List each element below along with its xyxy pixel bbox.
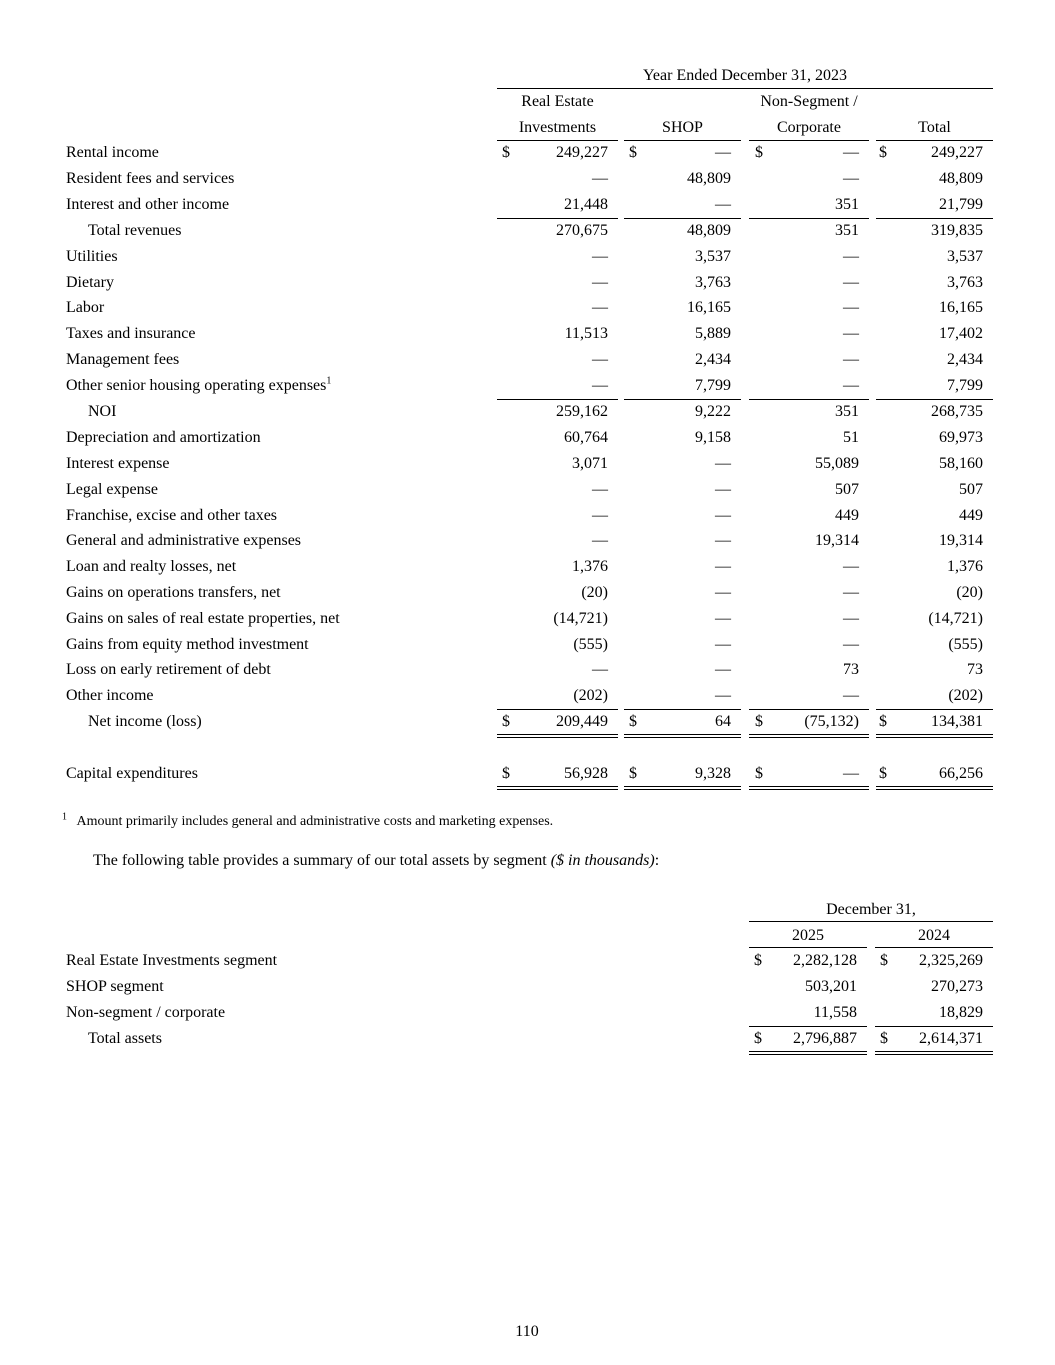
- cell-value: (202): [573, 687, 608, 704]
- cell-value: 209,449: [556, 713, 608, 730]
- total-double-rule: [749, 734, 869, 738]
- cell-value: 3,537: [947, 248, 983, 265]
- cell-value: 249,227: [556, 144, 608, 161]
- row-label-text: Labor: [66, 299, 105, 316]
- total-double-rule: [749, 786, 869, 790]
- subtotal-rule: [624, 218, 741, 219]
- dollar-sign: $: [502, 713, 510, 730]
- cell-value: 21,799: [939, 196, 983, 213]
- col-header-rei-line1: Real Estate: [521, 93, 594, 110]
- cell-value: (14,721): [928, 610, 983, 627]
- dollar-sign: $: [629, 144, 637, 161]
- cell-value: 249,227: [931, 144, 983, 161]
- col-rule: [497, 140, 618, 141]
- dollar-sign: $: [880, 1030, 888, 1047]
- cell-value: —: [715, 661, 731, 678]
- row-label: [66, 298, 104, 318]
- footnote-text: Amount primarily includes general and administrative costs and marketing expenses.: [76, 814, 554, 829]
- row-label: [66, 660, 271, 680]
- assets-col-rule: [749, 947, 867, 948]
- cell-value: —: [715, 144, 731, 161]
- cell-value: —: [715, 687, 731, 704]
- cell-value: 3,537: [695, 248, 731, 265]
- cell-value: 69,973: [939, 429, 983, 446]
- assets-row-label: Non-segment / corporate: [66, 1004, 226, 1021]
- total-double-rule: [497, 786, 618, 790]
- cell-value: —: [843, 558, 859, 575]
- cell-value: —: [843, 377, 859, 394]
- row-label-text: Capital expenditures: [66, 765, 198, 782]
- cell-value: 11,513: [564, 325, 608, 342]
- cell-value: —: [843, 687, 859, 704]
- cell-value: 73: [843, 661, 859, 678]
- assets-cell-value: 2,796,887: [793, 1030, 857, 1047]
- subtotal-rule: [876, 218, 993, 219]
- row-label-text: Loss on early retirement of debt: [66, 661, 271, 678]
- cell-value: —: [592, 661, 608, 678]
- cell-value: —: [592, 507, 608, 524]
- footnote-ref: 1: [326, 375, 332, 387]
- cell-value: 64: [715, 713, 731, 730]
- assets-row-label: Real Estate Investments segment: [66, 952, 278, 969]
- cell-value: 1,376: [947, 558, 983, 575]
- row-label: [66, 324, 196, 344]
- assets-header: December 31,: [826, 901, 916, 918]
- cell-value: (75,132): [804, 713, 859, 730]
- cell-value: —: [715, 481, 731, 498]
- cell-value: —: [843, 610, 859, 627]
- period-header: Year Ended December 31, 2023: [642, 67, 848, 84]
- footnote: [62, 812, 553, 832]
- cell-value: —: [843, 351, 859, 368]
- page-number: 110: [515, 1323, 539, 1340]
- dollar-sign: $: [754, 952, 762, 969]
- cell-value: 19,314: [939, 532, 983, 549]
- row-label: [66, 609, 340, 629]
- cell-value: 3,763: [947, 274, 983, 291]
- assets-header-rule: [749, 921, 993, 922]
- cell-value: —: [592, 274, 608, 291]
- cell-value: 7,799: [695, 377, 731, 394]
- cell-value: —: [715, 532, 731, 549]
- assets-year-2025: 2025: [792, 927, 824, 944]
- row-label: [88, 221, 182, 241]
- cell-value: 134,381: [931, 713, 983, 730]
- assets-cell-value: 2,614,371: [919, 1030, 983, 1047]
- cell-value: 56,928: [564, 765, 608, 782]
- row-label-text: Gains from equity method investment: [66, 636, 309, 653]
- cell-value: 73: [967, 661, 983, 678]
- cell-value: —: [715, 584, 731, 601]
- assets-cell-value: 2,325,269: [919, 952, 983, 969]
- row-label: [66, 428, 261, 448]
- cell-value: 268,735: [931, 403, 983, 420]
- row-label: [66, 480, 158, 500]
- row-label-text: Taxes and insurance: [66, 325, 196, 342]
- row-label: [88, 712, 202, 732]
- cell-value: —: [715, 636, 731, 653]
- row-label-text: Rental income: [66, 144, 159, 161]
- assets-row-label: Total assets: [88, 1030, 162, 1047]
- subtotal-rule: [876, 399, 993, 400]
- dollar-sign: $: [755, 144, 763, 161]
- row-label: [66, 454, 170, 474]
- row-label: [66, 635, 309, 655]
- cell-value: —: [843, 636, 859, 653]
- row-label: [66, 376, 331, 396]
- dollar-sign: $: [879, 713, 887, 730]
- cell-value: 1,376: [572, 558, 608, 575]
- cell-value: —: [715, 558, 731, 575]
- cell-value: —: [592, 299, 608, 316]
- cell-value: (202): [948, 687, 983, 704]
- assets-year-2024: 2024: [918, 927, 950, 944]
- row-label-text: Net income (loss): [88, 713, 202, 730]
- dollar-sign: $: [755, 713, 763, 730]
- cell-value: 9,222: [695, 403, 731, 420]
- col-header-corp-line1: Non-Segment /: [760, 93, 858, 110]
- cell-value: 51: [843, 429, 859, 446]
- assets-col-rule: [875, 947, 993, 948]
- subtotal-rule: [624, 399, 741, 400]
- subtotal-rule: [497, 709, 618, 710]
- col-rule: [624, 140, 741, 141]
- cell-value: —: [715, 196, 731, 213]
- cell-value: —: [843, 325, 859, 342]
- subtotal-rule: [876, 709, 993, 710]
- cell-value: 507: [959, 481, 983, 498]
- row-label: [66, 583, 281, 603]
- col-rule: [749, 140, 869, 141]
- dollar-sign: $: [754, 1030, 762, 1047]
- row-label: [66, 143, 159, 163]
- intro-italic: ($ in thousands): [550, 852, 655, 869]
- dollar-sign: $: [502, 765, 510, 782]
- cell-value: —: [843, 170, 859, 187]
- cell-value: 3,071: [572, 455, 608, 472]
- cell-value: —: [843, 299, 859, 316]
- dollar-sign: $: [755, 765, 763, 782]
- dollar-sign: $: [502, 144, 510, 161]
- total-double-rule: [749, 1051, 867, 1055]
- subtotal-rule: [749, 1026, 867, 1027]
- cell-value: —: [592, 351, 608, 368]
- cell-value: 351: [835, 196, 859, 213]
- subtotal-rule: [497, 399, 618, 400]
- cell-value: —: [715, 507, 731, 524]
- cell-value: 48,809: [687, 170, 731, 187]
- cell-value: (14,721): [553, 610, 608, 627]
- col-rule: [876, 140, 993, 141]
- cell-value: 66,256: [939, 765, 983, 782]
- cell-value: 48,809: [687, 222, 731, 239]
- col-header-rei-line2: Investments: [518, 119, 597, 136]
- subtotal-rule: [875, 1026, 993, 1027]
- assets-cell-value: 270,273: [931, 978, 983, 995]
- cell-value: 449: [959, 507, 983, 524]
- row-label-text: Franchise, excise and other taxes: [66, 507, 278, 524]
- dollar-sign: $: [629, 765, 637, 782]
- cell-value: 58,160: [939, 455, 983, 472]
- cell-value: 16,165: [939, 299, 983, 316]
- assets-cell-value: 18,829: [939, 1004, 983, 1021]
- total-double-rule: [875, 1051, 993, 1055]
- cell-value: 507: [835, 481, 859, 498]
- cell-value: 319,835: [931, 222, 983, 239]
- cell-value: 9,328: [695, 765, 731, 782]
- subtotal-rule: [624, 709, 741, 710]
- cell-value: 259,162: [556, 403, 608, 420]
- dollar-sign: $: [880, 952, 888, 969]
- row-label-text: General and administrative expenses: [66, 532, 302, 549]
- cell-value: 2,434: [947, 351, 983, 368]
- row-label-text: Utilities: [66, 248, 118, 265]
- subtotal-rule: [497, 218, 618, 219]
- row-label-text: Dietary: [66, 274, 114, 291]
- row-label-text: Interest and other income: [66, 196, 230, 213]
- row-label-text: Legal expense: [66, 481, 158, 498]
- cell-value: 21,448: [564, 196, 608, 213]
- cell-value: (20): [956, 584, 983, 601]
- row-label-text: Total revenues: [88, 222, 182, 239]
- cell-value: —: [843, 584, 859, 601]
- cell-value: 16,165: [687, 299, 731, 316]
- cell-value: (555): [948, 636, 983, 653]
- row-label-text: Other senior housing operating expenses: [66, 377, 327, 394]
- cell-value: (555): [573, 636, 608, 653]
- assets-cell-value: 11,558: [813, 1004, 857, 1021]
- dollar-sign: $: [879, 765, 887, 782]
- cell-value: 7,799: [947, 377, 983, 394]
- cell-value: 19,314: [815, 532, 859, 549]
- row-label-text: NOI: [88, 403, 117, 420]
- row-label: [88, 402, 116, 422]
- subtotal-rule: [749, 709, 869, 710]
- row-label-text: Other income: [66, 687, 154, 704]
- cell-value: 351: [835, 403, 859, 420]
- cell-value: 2,434: [695, 351, 731, 368]
- cell-value: —: [843, 248, 859, 265]
- row-label: [66, 350, 179, 370]
- cell-value: —: [843, 144, 859, 161]
- total-double-rule: [624, 734, 741, 738]
- cell-value: 5,889: [695, 325, 731, 342]
- assets-cell-value: 503,201: [805, 978, 857, 995]
- row-label: [66, 764, 198, 784]
- row-label-text: Depreciation and amortization: [66, 429, 261, 446]
- cell-value: 55,089: [815, 455, 859, 472]
- cell-value: —: [592, 481, 608, 498]
- row-label: [66, 195, 229, 215]
- row-label: [66, 686, 154, 706]
- total-double-rule: [497, 734, 618, 738]
- cell-value: 48,809: [939, 170, 983, 187]
- assets-cell-value: 2,282,128: [793, 952, 857, 969]
- cell-value: 17,402: [939, 325, 983, 342]
- cell-value: 60,764: [564, 429, 608, 446]
- cell-value: 270,675: [556, 222, 608, 239]
- cell-value: —: [715, 455, 731, 472]
- row-label-text: Gains on operations transfers, net: [66, 584, 281, 601]
- row-label-text: Management fees: [66, 351, 180, 368]
- subtotal-rule: [749, 218, 869, 219]
- row-label: [66, 531, 301, 551]
- cell-value: 3,763: [695, 274, 731, 291]
- intro-text: The following table provides a summary of our total assets by segment: [93, 852, 551, 869]
- intro-colon: :: [654, 852, 660, 869]
- row-label: [66, 169, 234, 189]
- dollar-sign: $: [879, 144, 887, 161]
- cell-value: —: [592, 170, 608, 187]
- cell-value: 351: [835, 222, 859, 239]
- cell-value: —: [843, 274, 859, 291]
- cell-value: 449: [835, 507, 859, 524]
- intro-paragraph: [93, 851, 659, 871]
- cell-value: —: [592, 377, 608, 394]
- cell-value: 9,158: [695, 429, 731, 446]
- cell-value: —: [843, 765, 859, 782]
- col-header-corp-line2: Corporate: [777, 119, 841, 136]
- cell-value: —: [592, 532, 608, 549]
- row-label-text: Loan and realty losses, net: [66, 558, 237, 575]
- col-header-shop: SHOP: [662, 119, 703, 136]
- assets-row-label: SHOP segment: [66, 978, 164, 995]
- row-label: [66, 273, 114, 293]
- total-double-rule: [876, 734, 993, 738]
- footnote-marker: 1: [62, 811, 67, 823]
- row-label: [66, 247, 118, 267]
- row-label-text: Gains on sales of real estate properties, net: [66, 610, 340, 627]
- total-double-rule: [876, 786, 993, 790]
- dollar-sign: $: [629, 713, 637, 730]
- row-label: [66, 506, 277, 526]
- subtotal-rule: [749, 399, 869, 400]
- total-double-rule: [624, 786, 741, 790]
- header-rule: [497, 88, 993, 89]
- row-label-text: Interest expense: [66, 455, 170, 472]
- row-label-text: Resident fees and services: [66, 170, 235, 187]
- col-header-total: Total: [918, 119, 951, 136]
- cell-value: —: [715, 610, 731, 627]
- row-label: [66, 557, 236, 577]
- cell-value: (20): [581, 584, 608, 601]
- cell-value: —: [592, 248, 608, 265]
